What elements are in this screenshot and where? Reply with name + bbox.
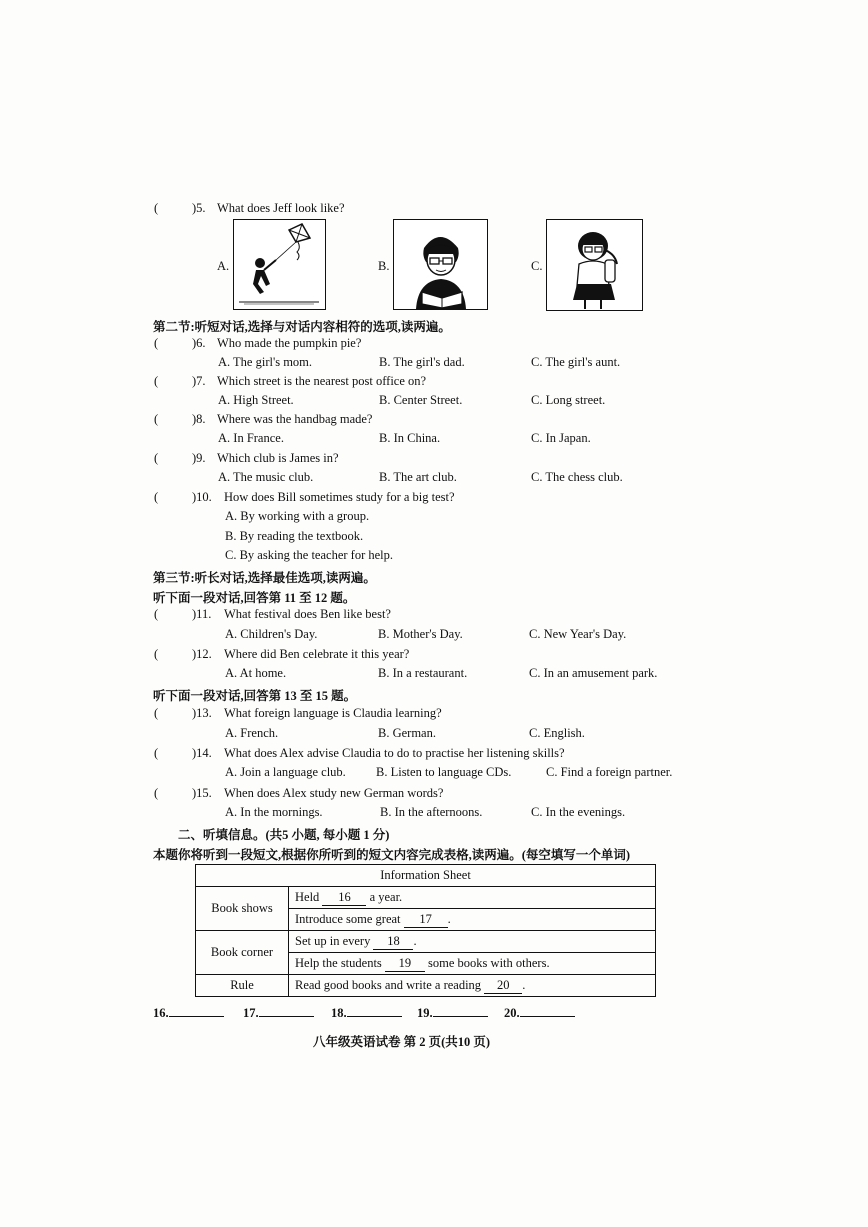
- q10-number: )10.: [192, 490, 212, 504]
- q15-text: When does Alex study new German words?: [224, 786, 444, 800]
- row20-pre: Read good books and write a reading: [295, 977, 482, 992]
- q11-paren: (: [154, 607, 159, 621]
- q12-option-b: B. In a restaurant.: [378, 666, 468, 680]
- q6-text: Who made the pumpkin pie?: [217, 336, 362, 350]
- answer-18-label: 18.: [331, 1006, 347, 1020]
- q13-text: What foreign language is Claudia learning?: [224, 706, 442, 720]
- girl-with-backpack-picture: [546, 219, 643, 311]
- q8-number: )8.: [192, 412, 206, 426]
- q15-option-c: C. In the evenings.: [531, 805, 626, 819]
- q6-option-b: B. The girl's dad.: [379, 355, 465, 369]
- row18-post: .: [413, 933, 417, 948]
- row17-pre: Introduce some great: [295, 911, 401, 926]
- q15-option-b: B. In the afternoons.: [380, 805, 483, 819]
- q5-option-c-label: C.: [531, 259, 543, 273]
- q7-number: )7.: [192, 374, 206, 388]
- answer-20-label: 20.: [504, 1006, 520, 1020]
- q12-text: Where did Ben celebrate it this year?: [224, 647, 410, 661]
- answer-17-label: 17.: [243, 1006, 259, 1020]
- row19-pre: Help the students: [295, 955, 382, 970]
- rule-label: Rule: [196, 975, 289, 997]
- q8-option-c: C. In Japan.: [531, 431, 591, 445]
- q7-option-b: B. Center Street.: [379, 393, 463, 407]
- blank-19: 19: [385, 956, 425, 972]
- blank-20: 20: [484, 978, 522, 994]
- q9-option-a: A. The music club.: [218, 470, 314, 484]
- table-row-19: [289, 953, 656, 975]
- q5-option-b-label: B.: [378, 259, 390, 273]
- row18-pre: Set up in every: [295, 933, 371, 948]
- section3-sub1: 听下面一段对话,回答第 11 至 12 题。: [153, 591, 356, 605]
- q14-text: What does Alex advise Claudia to do to practise her listening skills?: [224, 746, 565, 760]
- q8-paren: (: [154, 412, 159, 426]
- answer-18-line[interactable]: [347, 1004, 402, 1017]
- table-row-17: [289, 909, 656, 931]
- q12-number: )12.: [192, 647, 212, 661]
- q6-option-a: A. The girl's mom.: [218, 355, 313, 369]
- section3-sub2: 听下面一段对话,回答第 13 至 15 题。: [153, 689, 357, 703]
- q6-option-c: C. The girl's aunt.: [531, 355, 621, 369]
- answer-16-line[interactable]: [169, 1004, 224, 1017]
- q6-paren: (: [154, 336, 159, 350]
- q12-paren: (: [154, 647, 159, 661]
- q15-number: )15.: [192, 786, 212, 800]
- q14-option-c: C. Find a foreign partner.: [546, 765, 673, 779]
- part2-heading: 二、听填信息。(共5 小题, 每小题 1 分): [178, 828, 390, 842]
- answer-18: [331, 1004, 402, 1021]
- section3-heading: 第三节:听长对话,选择最佳选项,读两遍。: [153, 571, 376, 585]
- kite-boy-picture: [233, 219, 326, 310]
- blank-16: 16: [322, 890, 366, 906]
- q8-option-b: B. In China.: [379, 431, 441, 445]
- q5-option-a-label: A.: [217, 259, 230, 273]
- answer-17: [243, 1004, 314, 1021]
- q9-paren: (: [154, 451, 159, 465]
- answer-19: [417, 1004, 488, 1021]
- page-footer: 八年级英语试卷 第 2 页(共10 页): [313, 1035, 491, 1049]
- q7-option-c: C. Long street.: [531, 393, 606, 407]
- answer-19-line[interactable]: [433, 1004, 488, 1017]
- blank-18: 18: [373, 934, 413, 950]
- q11-number: )11.: [192, 607, 212, 621]
- q14-option-a: A. Join a language club.: [225, 765, 346, 779]
- row16-post: a year.: [369, 889, 403, 904]
- answer-20: [504, 1004, 575, 1021]
- answer-19-label: 19.: [417, 1006, 433, 1020]
- q10-option-a: A. By working with a group.: [225, 509, 370, 523]
- table-row-16: [289, 887, 656, 909]
- q11-text: What festival does Ben like best?: [224, 607, 391, 621]
- answer-20-line[interactable]: [520, 1004, 575, 1017]
- reading-boy-picture: [393, 219, 488, 310]
- q13-option-a: A. French.: [225, 726, 279, 740]
- table-row-18: [289, 931, 656, 953]
- q9-option-c: C. The chess club.: [531, 470, 623, 484]
- q14-paren: (: [154, 746, 159, 760]
- q14-number: )14.: [192, 746, 212, 760]
- q5-number: )5.: [192, 201, 206, 215]
- q11-option-c: C. New Year's Day.: [529, 627, 627, 641]
- q8-option-a: A. In France.: [218, 431, 284, 445]
- part2-instruction: 本题你将听到一段短文,根据你所听到的短文内容完成表格,读两遍。(每空填写一个单词): [153, 848, 631, 862]
- table-title: Information Sheet: [196, 865, 656, 887]
- answer-16-label: 16.: [153, 1006, 169, 1020]
- q10-paren: (: [154, 490, 159, 504]
- q14-option-b: B. Listen to language CDs.: [376, 765, 512, 779]
- row16-pre: Held: [295, 889, 320, 904]
- q12-option-a: A. At home.: [225, 666, 287, 680]
- q13-number: )13.: [192, 706, 212, 720]
- q7-paren: (: [154, 374, 159, 388]
- row19-post: some books with others.: [428, 955, 550, 970]
- q10-option-b: B. By reading the textbook.: [225, 529, 364, 543]
- q13-option-c: C. English.: [529, 726, 585, 740]
- q10-text: How does Bill sometimes study for a big test?: [224, 490, 455, 504]
- q9-text: Which club is James in?: [217, 451, 339, 465]
- row17-post: .: [447, 911, 451, 926]
- blank-17: 17: [404, 912, 448, 928]
- q6-number: )6.: [192, 336, 206, 350]
- q9-number: )9.: [192, 451, 206, 465]
- q8-text: Where was the handbag made?: [217, 412, 373, 426]
- q7-text: Which street is the nearest post office on?: [217, 374, 427, 388]
- q15-option-a: A. In the mornings.: [225, 805, 323, 819]
- q15-paren: (: [154, 786, 159, 800]
- q9-option-b: B. The art club.: [379, 470, 457, 484]
- q11-option-b: B. Mother's Day.: [378, 627, 463, 641]
- answer-17-line[interactable]: [259, 1004, 314, 1017]
- book-shows-label: Book shows: [196, 887, 289, 931]
- q12-option-c: C. In an amusement park.: [529, 666, 658, 680]
- q10-option-c: C. By asking the teacher for help.: [225, 548, 394, 562]
- section2-heading: 第二节:听短对话,选择与对话内容相符的选项,读两遍。: [153, 320, 451, 334]
- information-sheet-table: [195, 864, 656, 997]
- q13-option-b: B. German.: [378, 726, 436, 740]
- answer-16: [153, 1004, 224, 1021]
- q11-option-a: A. Children's Day.: [225, 627, 318, 641]
- book-corner-label: Book corner: [196, 931, 289, 975]
- q7-option-a: A. High Street.: [218, 393, 294, 407]
- table-row-20: [289, 975, 656, 997]
- row20-post: .: [522, 977, 526, 992]
- q5-paren: (: [154, 201, 159, 215]
- q5-text: What does Jeff look like?: [217, 201, 345, 215]
- q13-paren: (: [154, 706, 159, 720]
